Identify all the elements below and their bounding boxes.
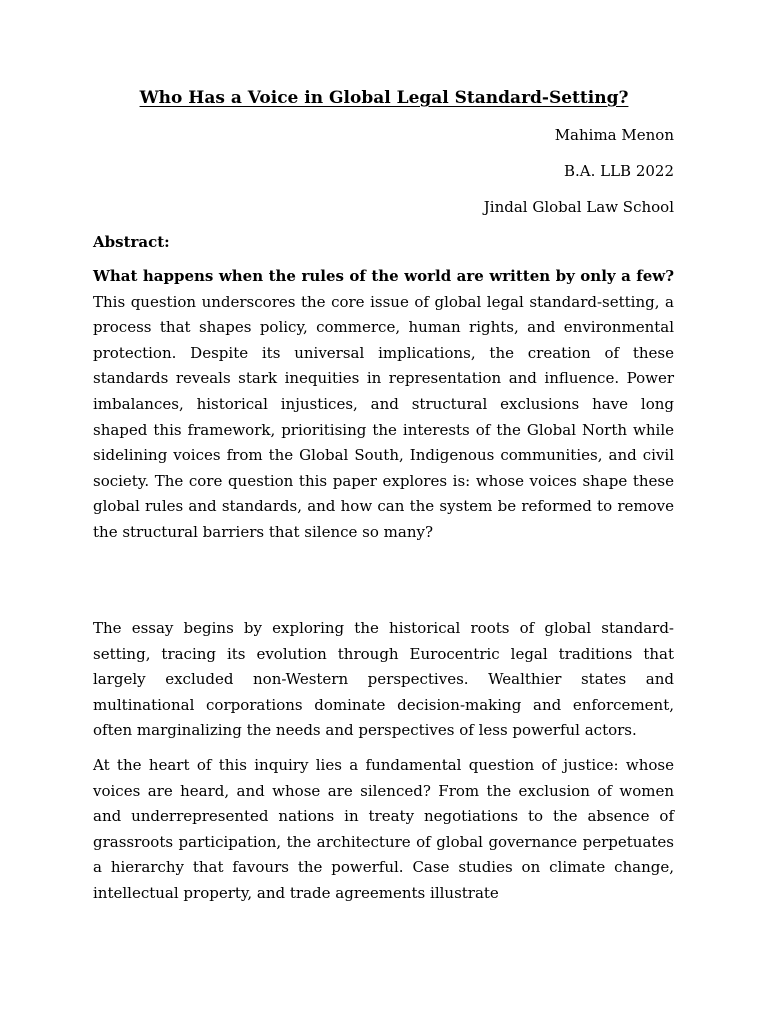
abstract-heading: Abstract: [93,233,170,251]
document-title: Who Has a Voice in Global Legal Standard-Setting? [139,88,629,108]
abstract-paragraph [93,264,674,546]
author-name: Mahima Menon [554,126,674,144]
degree-line: B.A. LLB 2022 [563,162,674,180]
institution-line: Jindal Global Law School [483,198,674,216]
body-paragraph-2: The essay begins by exploring the historical roots of global standard-setting, tracing its evolution through Eurocentric legal traditions that largely excluded non-Western perspectives. Wealthier states and multinational corporations dominate decision-making and enforcement, often marginalizing the needs and perspectives of less powerful actors. [93,619,674,740]
abstract-lead-question: What happens when the rules of the world are written by only a few? [93,267,674,285]
body-paragraph-3: At the heart of this inquiry lies a fundamental question of justice: whose voices are heard, and whose are silenced? From the exclusion of women and underrepresented nations in treaty negotiations to the absence of grassroots participation, the architecture of global governance perpetuates a hierarchy that favours the powerful. Case studies on climate change, intellectual property, and trade agreements illustrate [93,756,674,902]
abstract-body: This question underscores the core issue of global legal standard-setting, a process that shapes policy, commerce, human rights, and environmental protection. Despite its universal implications, the creation of these standards reveals stark inequities in representation and influence. Power imbalances, historical injustices, and structural exclusions have long shaped this framework, prioritising the interests of the Global North while sidelining voices from the Global South, Indigenous communities, and civil society. The core question this paper explores is: whose voices shape these global rules and standards, and how can the system be reformed to remove the structural barriers that silence so many? [93,292,674,541]
